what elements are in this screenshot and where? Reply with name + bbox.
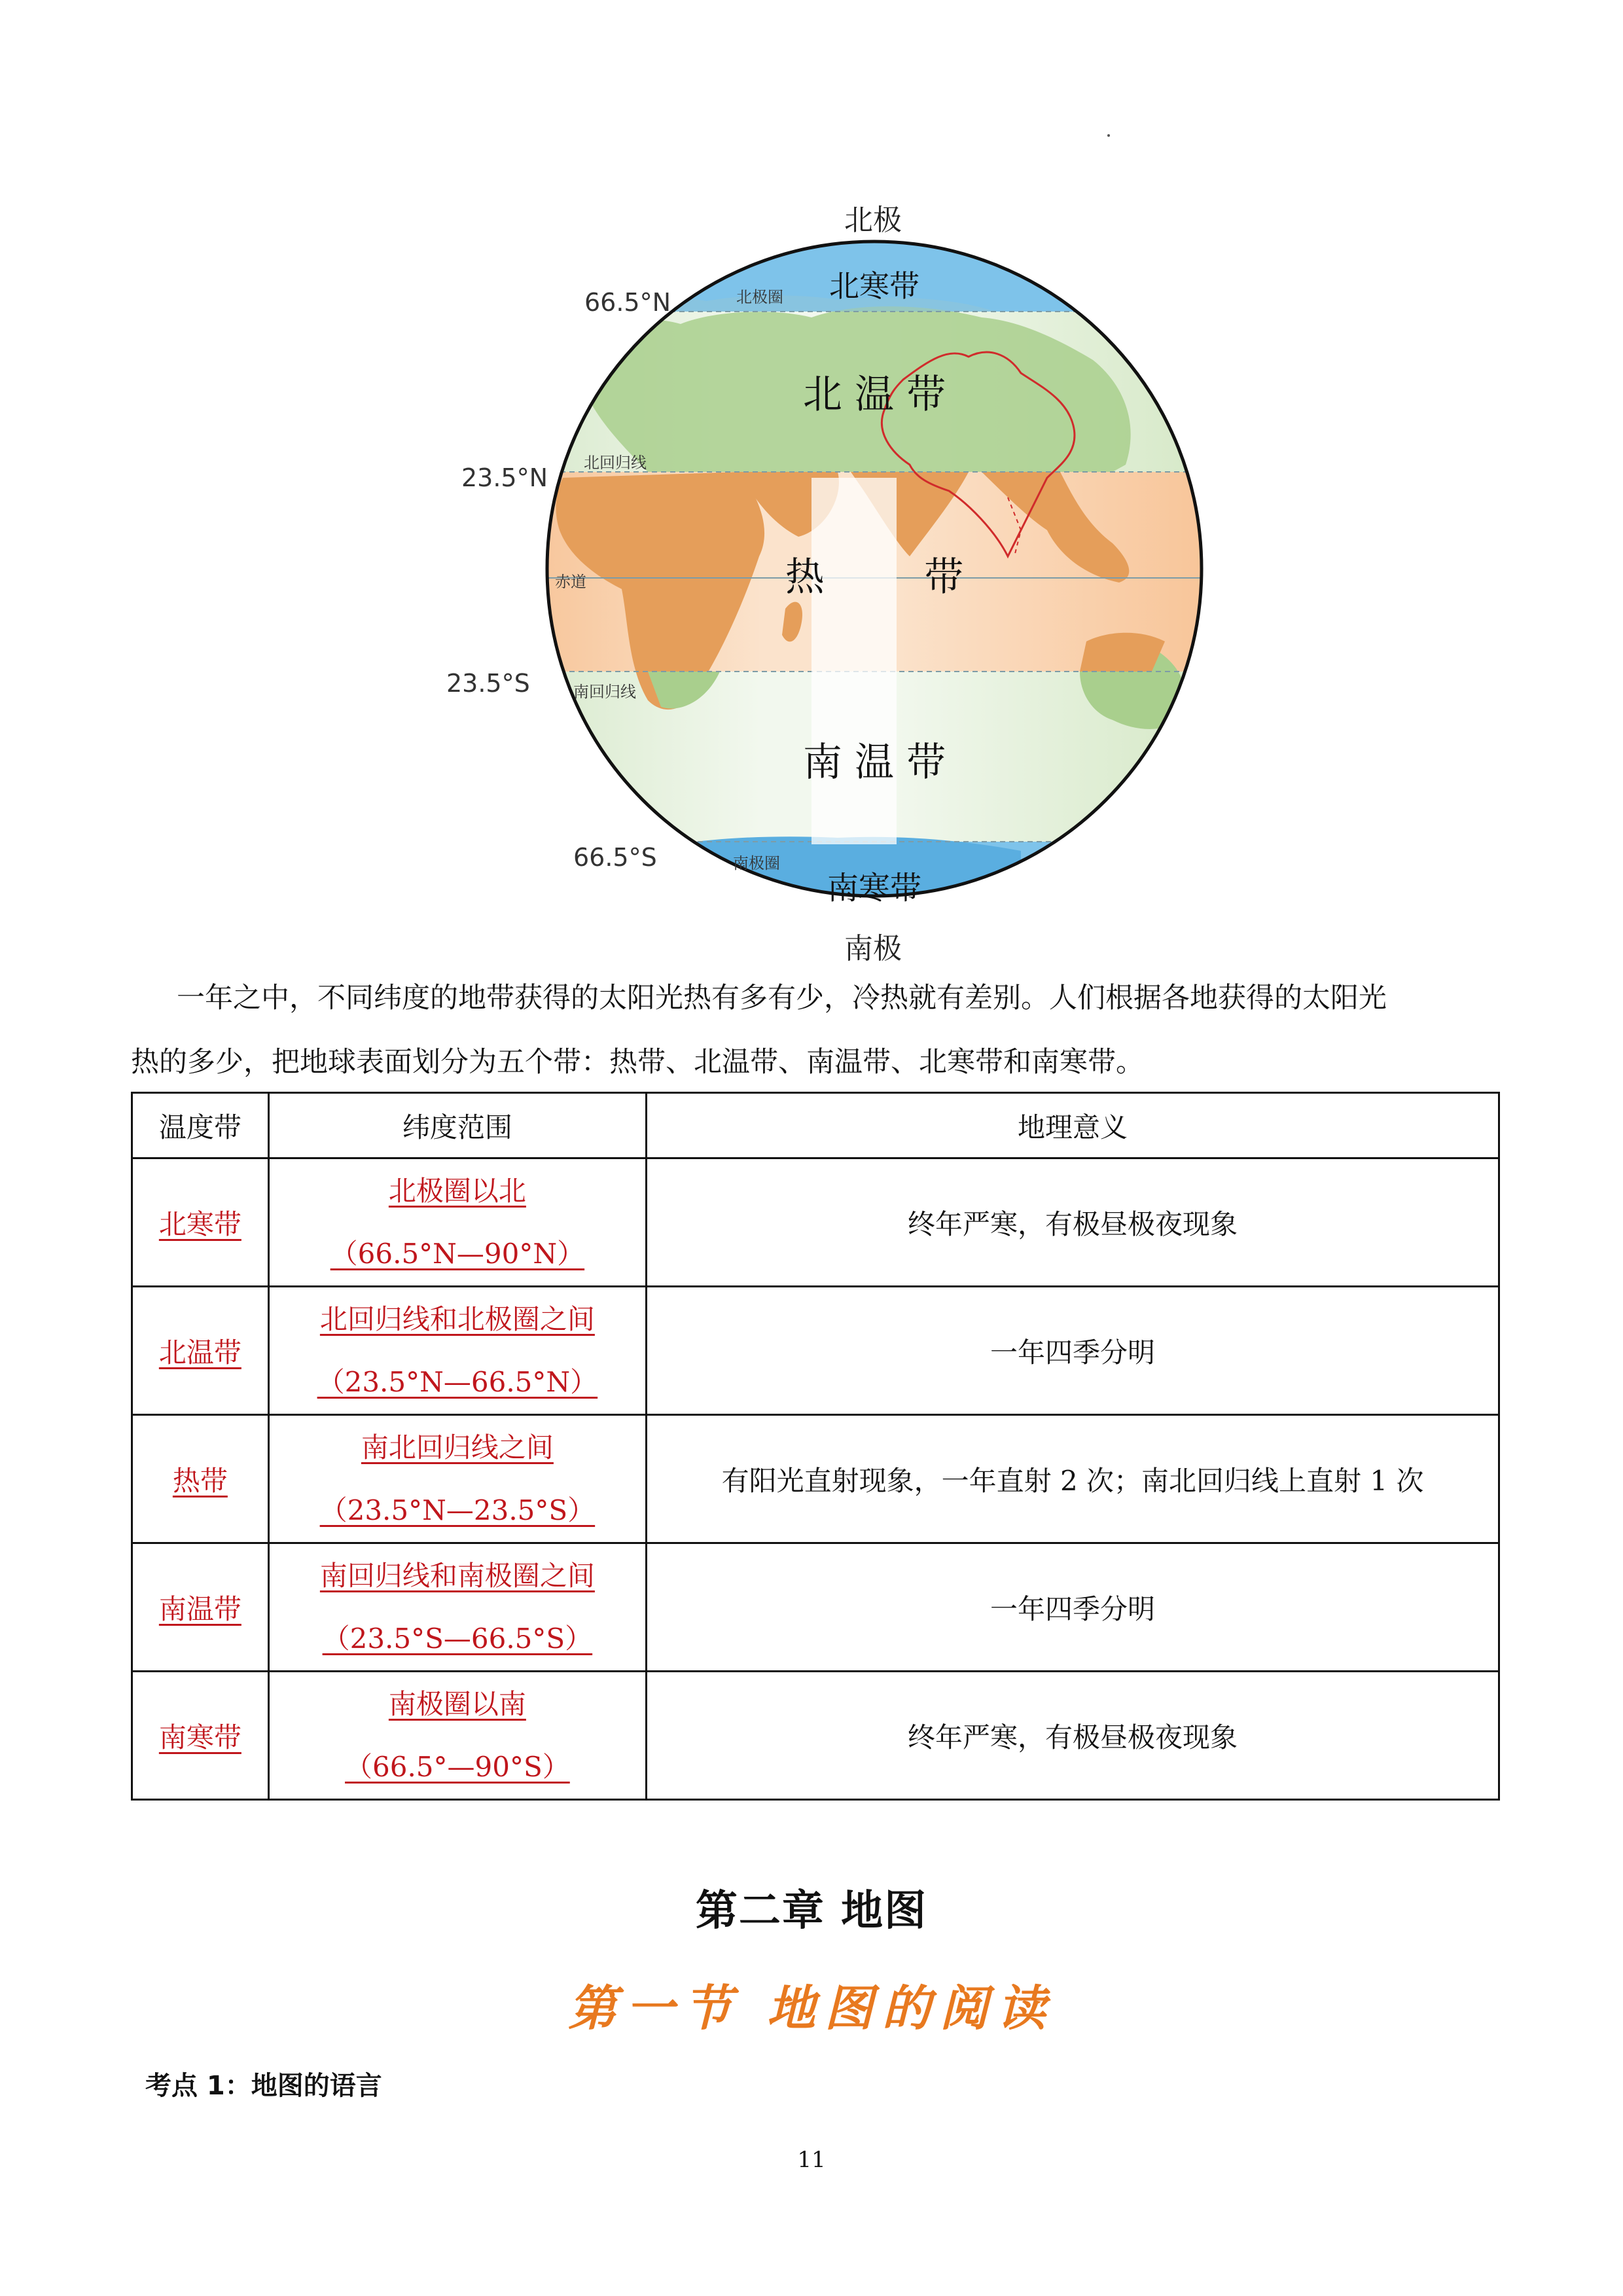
label-south-frigid: 南寒带	[827, 870, 922, 906]
label-tropical: 热 带	[785, 554, 964, 600]
page-number: 11	[797, 2147, 826, 2173]
range-cell: 北极圈以北	[388, 1174, 526, 1207]
label-antarctic-circle: 南极圈	[733, 854, 780, 872]
range-cell: 北回归线和北极圈之间	[319, 1302, 595, 1335]
label-lat-66s: 66.5°S	[573, 843, 657, 872]
header-range: 纬度范围	[268, 1093, 646, 1158]
label-lat-66n: 66.5°N	[584, 288, 671, 317]
range-cell: 南极圈以南	[388, 1687, 526, 1720]
table-row	[132, 1543, 1499, 1672]
intro-line-2: 热的多少，把地球表面划分为五个带：热带、北温带、南温带、北寒带和南寒带。	[131, 1046, 1144, 1079]
stray-mark	[1107, 134, 1110, 137]
range-deg-cell: （23.5°N—23.5°S）	[319, 1494, 596, 1526]
label-north-pole: 北极	[844, 204, 902, 237]
ocean-highlight	[812, 478, 897, 844]
table-row	[132, 1158, 1499, 1287]
temperature-zone-table	[131, 1092, 1500, 1801]
range-cell: 南北回归线之间	[361, 1431, 554, 1463]
label-lat-23n: 23.5°N	[461, 463, 548, 492]
label-arctic-circle: 北极圈	[736, 288, 783, 306]
label-south-temperate: 南 温 带	[802, 740, 946, 785]
globe-svg	[432, 190, 1217, 975]
table-row	[132, 1672, 1499, 1800]
label-north-temperate: 北 温 带	[802, 372, 946, 418]
zone-cell: 北温带	[158, 1336, 241, 1369]
intro-paragraph-2	[131, 1030, 1499, 1094]
zone-cell: 南温带	[158, 1592, 241, 1625]
table-row	[132, 1287, 1499, 1415]
range-deg-cell: （23.5°N—66.5°N）	[317, 1365, 598, 1398]
table-header-row	[132, 1093, 1499, 1158]
label-lat-23s: 23.5°S	[446, 669, 530, 698]
intro-line-1: 一年之中，不同纬度的地带获得的太阳光热有多有少，冷热就有差别。人们根据各地获得的太阳光	[177, 982, 1387, 1014]
section-title: 第一节 地图的阅读	[568, 1981, 1055, 2037]
chapter-title: 第二章 地图	[695, 1887, 928, 1935]
intro-paragraph	[131, 966, 1499, 1030]
meaning-cell: 终年严寒，有极昼极夜现象	[647, 1158, 1499, 1287]
meaning-cell: 终年严寒，有极昼极夜现象	[647, 1672, 1499, 1800]
meaning-cell: 一年四季分明	[647, 1287, 1499, 1415]
label-south-pole: 南极	[844, 932, 902, 965]
zone-cell: 热带	[172, 1464, 228, 1497]
table-row	[132, 1415, 1499, 1543]
meaning-cell: 有阳光直射现象，一年直射 2 次；南北回归线上直射 1 次	[647, 1415, 1499, 1543]
header-zone: 温度带	[132, 1093, 269, 1158]
range-cell: 南回归线和南极圈之间	[319, 1559, 595, 1592]
meaning-cell: 一年四季分明	[647, 1543, 1499, 1672]
header-meaning: 地理意义	[647, 1093, 1499, 1158]
zone-cell: 北寒带	[158, 1208, 241, 1240]
label-tropic-cancer: 北回归线	[584, 454, 647, 472]
label-north-frigid: 北寒带	[829, 268, 919, 304]
label-equator: 赤道	[555, 573, 586, 591]
range-deg-cell: （23.5°S—66.5°S）	[322, 1622, 593, 1655]
north-frigid-band	[432, 190, 1217, 312]
range-deg-cell: （66.5°N—90°N）	[330, 1237, 585, 1270]
temperature-zone-globe-figure	[432, 190, 1217, 975]
kaodian-heading: 考点 1：地图的语言	[145, 2071, 382, 2101]
label-tropic-capricorn: 南回归线	[573, 683, 636, 701]
zone-cell: 南寒带	[158, 1721, 241, 1753]
range-deg-cell: （66.5°—90°S）	[345, 1750, 570, 1783]
